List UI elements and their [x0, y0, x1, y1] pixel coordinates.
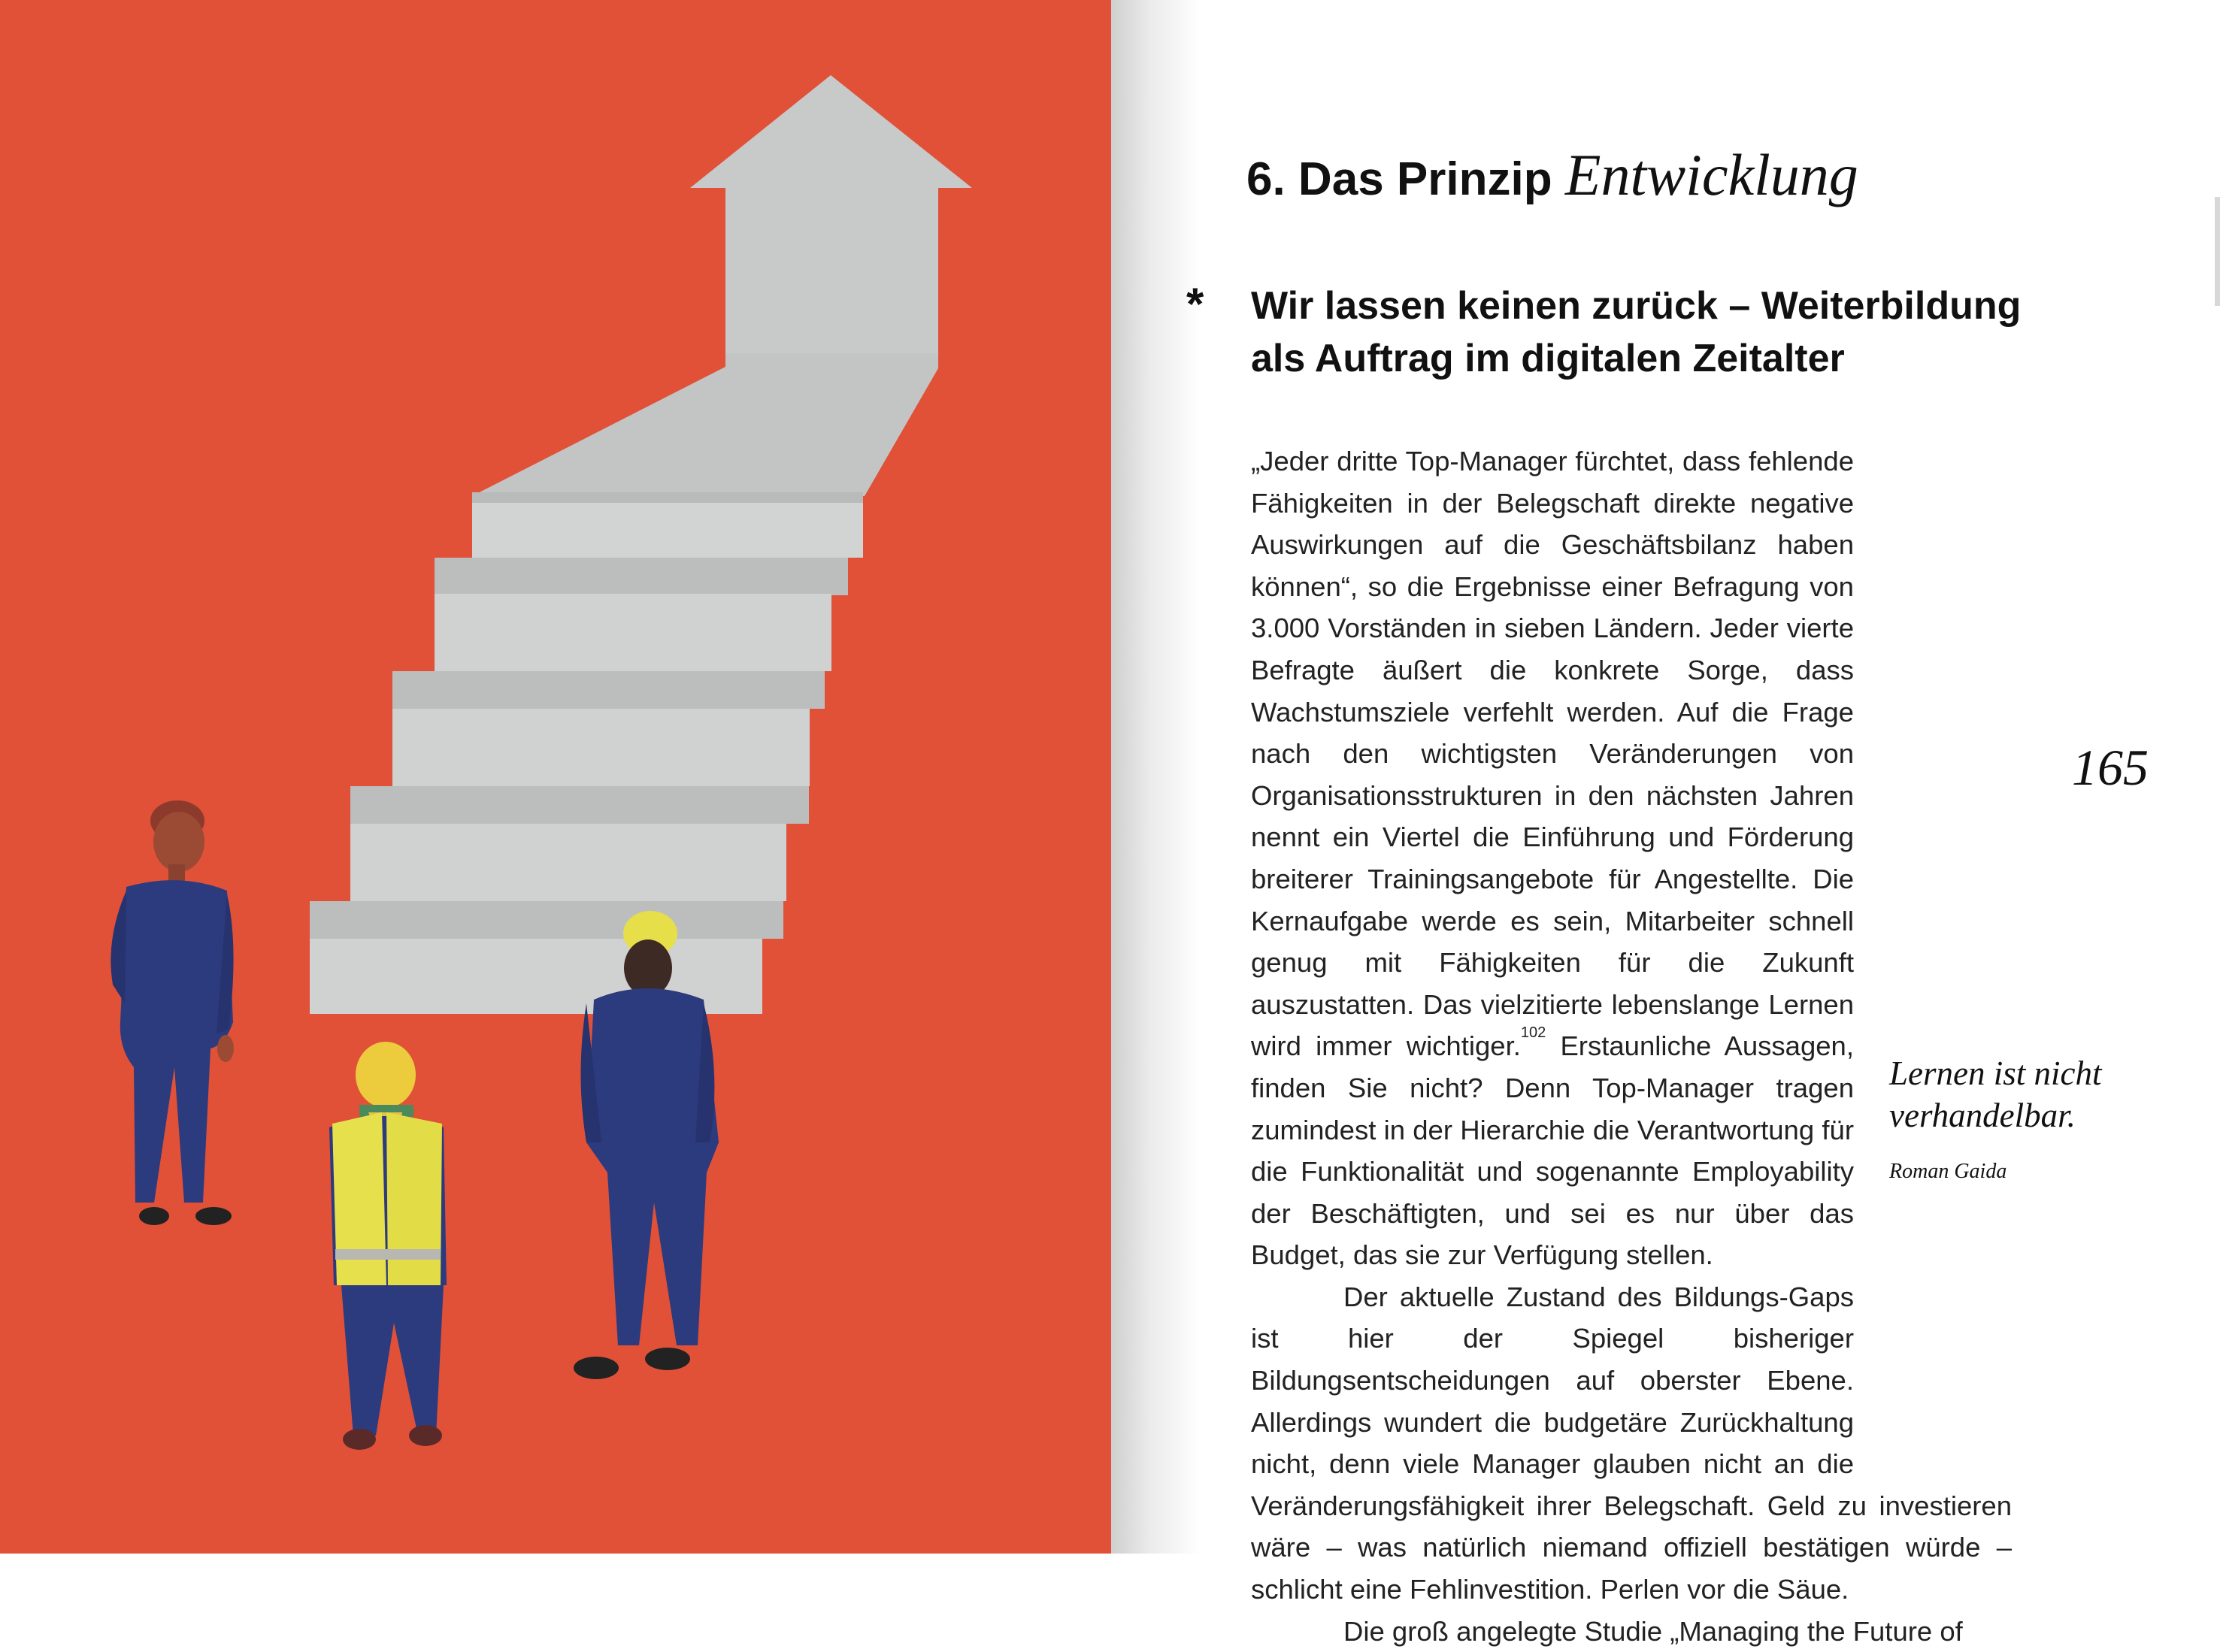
- paragraph-1-text: „Jeder dritte Top-Manager fürchtet, dass fehlende Fähigkeiten in der Belegschaft direkte negative Auswirkungen auf die Geschäftsbilanz haben können“, so die Ergebnisse einer Befragung von 3.000 Vorständen in sieben Ländern. Jeder vierte Befragte äußert die konkrete Sorge, dass Wachstumsziele verfehlt werden. Auf die Frage nach den wichtigsten Veränderungen von Organisationsstrukturen in den nächsten Jahren nennt ein Viertel die Einführung und Förderung breiterer Trainingsangebote für Angestellte. Die Kernaufgabe werde es sein, Mitarbeiter schnell genug mit Fähigkeiten für die Zukunft auszustatten. Das vielzitierte lebenslange Lernen wird immer wichtiger.: [1251, 446, 1854, 1062]
- paragraph-3: Die groß angelegte Studie „Managing the Future of: [1343, 1615, 1963, 1647]
- section-heading-line-1: Wir lassen keinen zurück – Weiterbildung: [1251, 284, 2022, 328]
- page-gutter-shadow: [1111, 0, 1201, 1554]
- footnote-ref: 102: [1520, 1024, 1546, 1042]
- pull-quote-author: Roman Gaida: [1889, 1160, 2007, 1183]
- page-number: 165: [2072, 739, 2149, 796]
- chapter-title: [1246, 143, 1858, 207]
- section-heading: [1251, 280, 2100, 385]
- page-edge-tab: [2215, 197, 2220, 306]
- body-text: [1251, 440, 2012, 1652]
- pull-quote-line-1: Lernen ist nicht: [1889, 1054, 2102, 1092]
- illustration-panel: [0, 0, 1111, 1554]
- section-bullet: *: [1186, 279, 1204, 329]
- section-heading-line-2: als Auftrag im digitalen Zeitalter: [1251, 337, 1845, 380]
- chapter-title-italic: Entwicklung: [1564, 142, 1858, 207]
- pull-quote: [1889, 1052, 2205, 1136]
- paragraph-1-continued: Erstaunliche Aussagen, finden Sie nicht? Denn Top-Manager tragen zumindest in der Hierarchie die Verantwortung für die Funktionalität und sogenannte Employability der Beschäftigten, und sei es nur über das Budget, das sie zur Verfügung stellen.: [1251, 1030, 1854, 1271]
- pull-quote-line-2: verhandelbar.: [1889, 1097, 2076, 1134]
- chapter-title-prefix: 6. Das Prinzip: [1246, 153, 1552, 205]
- stairs-arrow-illustration: [0, 0, 1111, 1554]
- paragraph-2: Der aktuelle Zustand des Bildungs-Gaps ist hier der Spiegel bisheriger Bildungsentscheidungen auf oberster Ebene. Allerdings wundert die budgetäre Zurückhaltung nicht, denn viele Manager glauben nicht an die Veränderungsfähigkeit ihrer Belegschaft. Geld zu investieren wäre – was natürlich niemand offiziell bestätigen würde – schlicht eine Fehlinvestition. Perlen vor die Säue.: [1251, 1281, 2012, 1605]
